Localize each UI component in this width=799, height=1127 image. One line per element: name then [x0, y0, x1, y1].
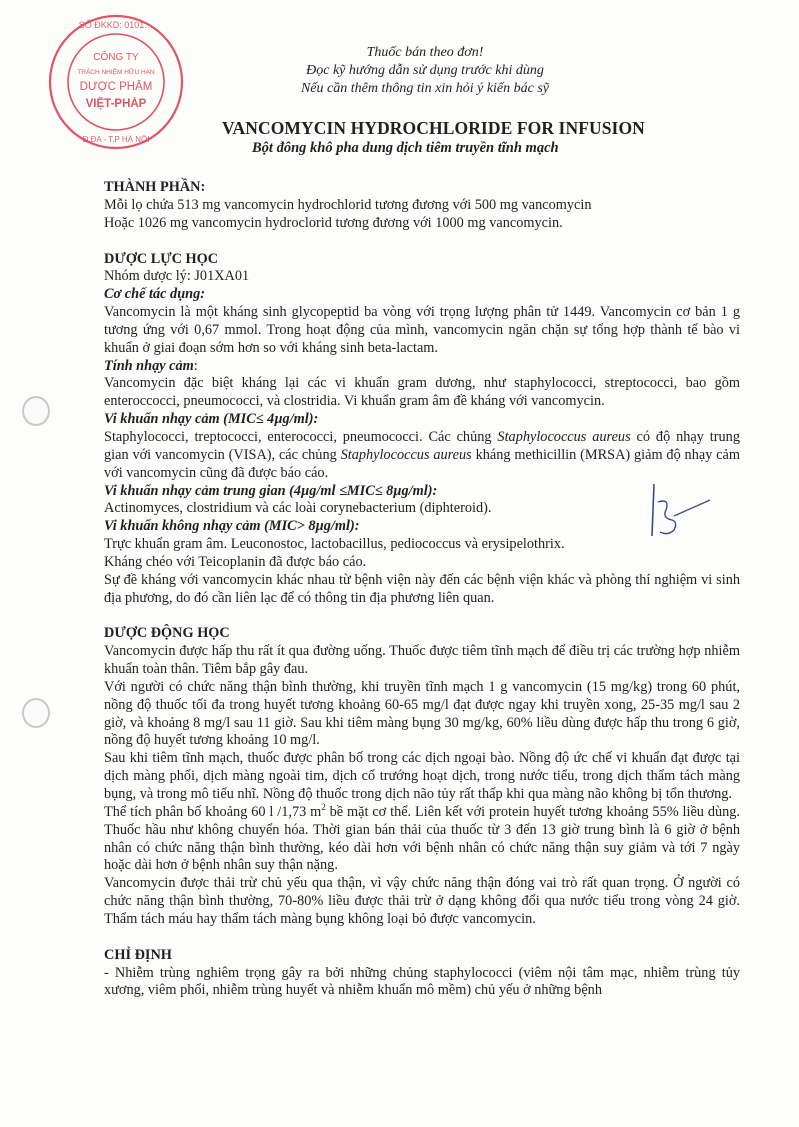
subheading-mechanism: Cơ chế tác dụng: [104, 286, 205, 303]
svg-text:TRÁCH NHIỆM HỮU HẠN: TRÁCH NHIỆM HỮU HẠN [77, 69, 155, 76]
pk-paragraph: Sau khi tiêm tĩnh mạch, thuốc được phân bố trong các dịch ngoại bào. Nồng độ ức chế vi khuẩn đạt được tại dịch màng phổi, dịch màng ngoài tim, dịch cổ trướng hoạt dịch, trong nước tiểu, trong dịch thẩm tách màng bụng, và trong mô tiểu nhĩ. Nồng độ thuốc trong dịch não tủy rất thấp khi qua màng não không bị tổn thương. [104, 750, 740, 802]
species-name: Staphylococcus aureus [497, 428, 631, 445]
pharmacologic-group: Nhóm dược lý: J01XA01 [104, 268, 250, 285]
svg-text:DƯỢC PHẨM: DƯỢC PHẨM [79, 81, 153, 93]
punch-hole [22, 698, 50, 728]
section-heading-indications: CHỈ ĐỊNH [104, 946, 172, 963]
intermediate-text: Actinomyces, clostridium và các loài corynebacterium (diphteroid). [104, 500, 492, 517]
cross-resistance-text: Kháng chéo với Teicoplanin đã được báo cáo. [104, 553, 367, 570]
subheading-sensitivity: Tính nhạy cảm [104, 357, 194, 374]
notice-line: Nếu cần thêm thông tin xin hỏi ý kiến bác sỹ [300, 81, 550, 96]
resistance-variation-text: Sự đề kháng với vancomycin khác nhau từ bệnh viện này đến các bệnh viện khác và phòng thí nghiệm vi sinh địa phương, do đó cần liên lạc để có thông tin địa phương liên quan. [104, 571, 740, 606]
text-run: Staphylococci, treptococci, enterococci, pneumococci. Các chủng [104, 428, 498, 445]
species-name: Staphylococcus aureus [340, 446, 472, 463]
susceptible-text [104, 429, 740, 483]
section-heading-pharmacokinetics: DƯỢC ĐỘNG HỌC [104, 625, 230, 642]
subheading-sensitivity-line [104, 358, 740, 376]
section-heading-composition: THÀNH PHẦN: [104, 179, 206, 195]
sensitivity-colon: : [193, 357, 198, 374]
composition-line: Hoặc 1026 mg vancomycin hydroclorid tương đương với 1000 mg vancomycin. [104, 214, 563, 231]
prescription-notice [190, 44, 660, 98]
sensitivity-text: Vancomycin đặc biệt kháng lại các vi khuẩn gram dương, như staphylococci, streptococci, bao gồm enteroccocci, pneumococci, và clostridia. Vi khuẩn gram âm đề kháng với vancomycin. [104, 375, 740, 410]
punch-hole [22, 396, 50, 426]
svg-text:CÔNG TY: CÔNG TY [93, 52, 139, 63]
composition-line: Mỗi lọ chứa 513 mg vancomycin hydrochlorid tương đương với 500 mg vancomycin [104, 196, 592, 213]
text-run: kháng methicillin (MRSA) giảm độ nhạy cảm với vancomycin cũng đã được báo cáo. [104, 446, 740, 481]
subheading-intermediate: Vi khuẩn nhạy cảm trung gian (4µg/ml ≤MIC≤ 8µg/ml): [104, 482, 438, 499]
document-title: VANCOMYCIN HYDROCHLORIDE FOR INFUSION [222, 118, 645, 138]
pk-paragraph [104, 804, 740, 875]
svg-text:VIỆT-PHÁP: VIỆT-PHÁP [85, 98, 147, 110]
section-heading-pharmacodynamics: DƯỢC LỰC HỌC [104, 250, 219, 267]
svg-text:SỐ ĐKKD: 0101…: SỐ ĐKKD: 0101… [78, 20, 154, 30]
subheading-susceptible: Vi khuẩn nhạy cảm (MIC≤ 4µg/ml): [104, 411, 319, 428]
text-run: Thể tích phân bố khoảng 60 l /1,73 m [104, 803, 322, 820]
pk-paragraph: Vancomycin được thải trừ chủ yếu qua thận, vì vậy chức năng thận đóng vai trò rất quan trọng. Ở người có chức năng thận bình thường, 70-80% liều được thải trừ ở dạng không đổi qua nước tiểu trong vòng 24 giờ. Thẩm tách máu hay thẩm tách màng bụng không loại bỏ được vancomycin. [104, 875, 740, 927]
svg-text:Đ.ĐA - T.P HÀ NỘI: Đ.ĐA - T.P HÀ NỘI [82, 135, 150, 144]
pk-paragraph: Với người có chức năng thận bình thường, khi truyền tĩnh mạch 1 g vancomycin (15 mg/kg) trong 60 phút, nồng độ thuốc tối đa trong huyết tương khoảng 60-65 mg/l đạt được ngay khi truyền xong, 25-35 mg/l sau 2 giờ, và khoảng 8 mg/l sau 11 giờ. Sau khi tiêm màng bụng 30 mg/kg, 60% liều dùng được hấp thu trong 6 giờ, nồng độ huyết tương khoảng 10 mg/l. [104, 678, 740, 749]
mechanism-text: Vancomycin là một kháng sinh glycopeptid ba vòng với trọng lượng phân tử 1449. Vancomycin cơ bản 1 g tương ứng với 0,67 mmol. Trong hoạt động của mình, vancomycin ngăn chặn sự tổng hợp thành tế bào vi khuẩn ở giai đoạn sớm hơn so với kháng sinh beta-lactam. [104, 304, 740, 356]
subheading-resistant: Vi khuẩn không nhạy cảm (MIC> 8µg/ml): [104, 518, 360, 535]
resistant-text: Trực khuẩn gram âm. Leuconostoc, lactobacillus, pediococcus và erysipelothrix. [104, 536, 565, 553]
document-subtitle: Bột đông khô pha dung dịch tiêm truyền tĩnh mạch [252, 140, 559, 156]
company-seal-stamp [46, 12, 186, 152]
text-run: bề mặt cơ thể. Liên kết với protein huyết tương khoảng 55% liều dùng. Thuốc hầu như không chuyển hóa. Thời gian bán thải của thuốc từ 3 đến 13 giờ trung bình là 6 giờ ở bệnh nhân có chức năng thận bình thường, kéo dài hơn với bệnh nhân có chức năng thận suy giảm và tới 7 ngày hoặc dài hơn ở bệnh nhân suy thận nặng. [104, 803, 740, 874]
superscript: 2 [321, 802, 326, 813]
text-run: có độ nhạy trung gian với vancomycin (VISA), các chủng [104, 428, 740, 463]
notice-line: Đọc kỹ hướng dẫn sử dụng trước khi dùng [306, 63, 544, 78]
notice-line: Thuốc bán theo đơn! [366, 45, 484, 60]
indication-item: - Nhiễm trùng nghiêm trọng gây ra bởi những chủng staphylococci (viêm nội tâm mạc, nhiễm trùng tủy xương, viêm phổi, nhiễm trùng huyết và nhiễm khuẩn mô mềm) chủ yếu ở những bệnh [104, 964, 740, 999]
document-body [104, 179, 740, 1000]
pk-paragraph: Vancomycin được hấp thu rất ít qua đường uống. Thuốc được tiêm tĩnh mạch để điều trị các trường hợp nhiễm khuẩn toàn thân. Tiêm bắp gây đau. [104, 643, 740, 678]
